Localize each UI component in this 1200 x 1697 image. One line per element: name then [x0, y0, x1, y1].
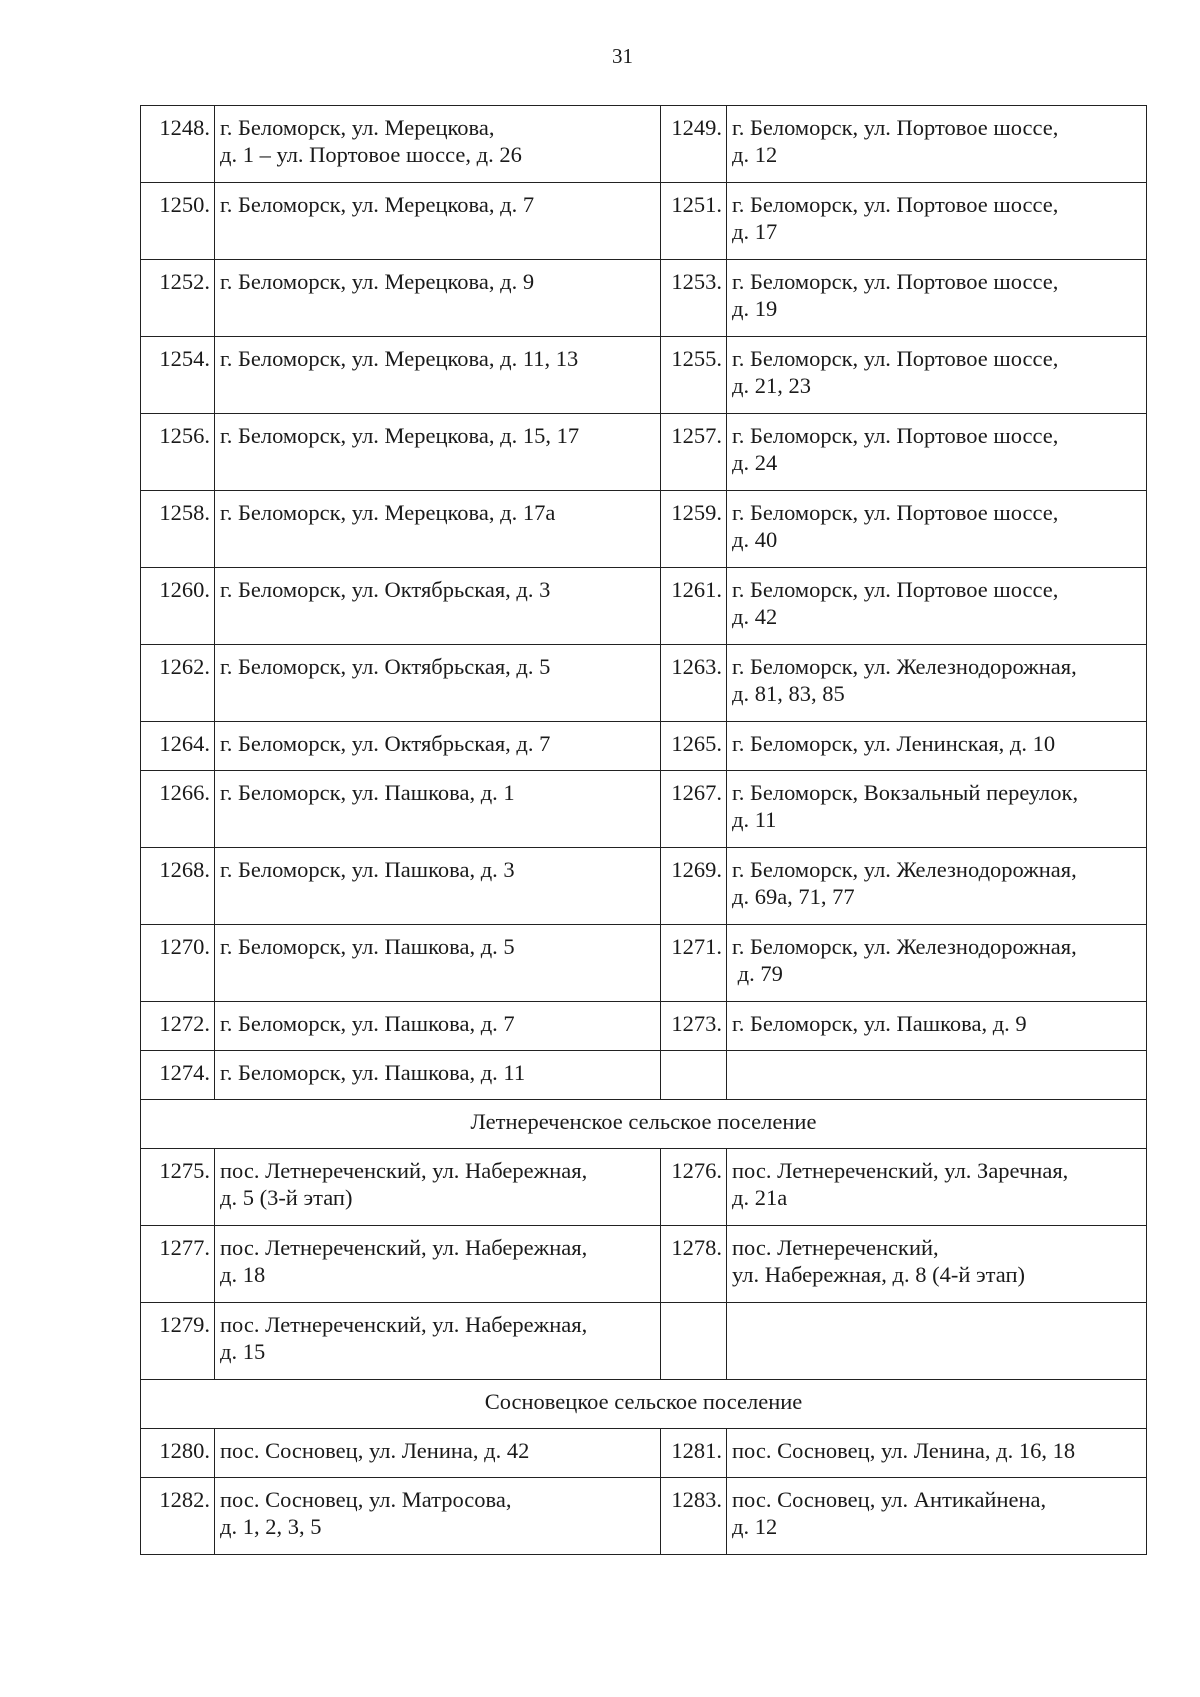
entry-number-left: 1277. [141, 1226, 215, 1303]
address-left [215, 848, 661, 925]
address-line: д. 17 [732, 219, 778, 244]
address-line: г. Беломорск, ул. Пашкова, д. 11 [220, 1060, 526, 1085]
entry-number-left: 1282. [141, 1478, 215, 1555]
address-left [215, 1002, 661, 1051]
address-line: г. Беломорск, ул. Пашкова, д. 3 [220, 857, 515, 882]
address-line: пос. Летнереченский, [732, 1235, 939, 1260]
address-line: г. Беломорск, ул. Железнодорожная, [732, 857, 1077, 882]
address-line: д. 24 [732, 450, 778, 475]
section-header-row [141, 1380, 1147, 1429]
entry-number-left: 1252. [141, 260, 215, 337]
address-line: г. Беломорск, ул. Пашкова, д. 9 [732, 1011, 1027, 1036]
address-right [727, 106, 1147, 183]
entry-number-right: 1261. [661, 568, 727, 645]
address-left [215, 414, 661, 491]
address-right [727, 1478, 1147, 1555]
entry-number-right: 1253. [661, 260, 727, 337]
address-right [727, 722, 1147, 771]
address-right [727, 771, 1147, 848]
address-left [215, 337, 661, 414]
address-left [215, 1149, 661, 1226]
address-right [727, 848, 1147, 925]
entry-number-left: 1279. [141, 1303, 215, 1380]
entry-number-left: 1266. [141, 771, 215, 848]
address-left [215, 1303, 661, 1380]
entry-number-left: 1270. [141, 925, 215, 1002]
address-right [727, 645, 1147, 722]
table-row [141, 260, 1147, 337]
entry-number-right: 1263. [661, 645, 727, 722]
address-line: д. 12 [732, 142, 778, 167]
entry-number-left: 1254. [141, 337, 215, 414]
entry-number-left: 1248. [141, 106, 215, 183]
entry-number-left: 1274. [141, 1051, 215, 1100]
address-line: г. Беломорск, ул. Портовое шоссе, [732, 577, 1059, 602]
table-row [141, 106, 1147, 183]
table-row [141, 337, 1147, 414]
address-line: д. 1 – ул. Портовое шоссе, д. 26 [220, 142, 522, 167]
entry-number-right: 1281. [661, 1429, 727, 1478]
address-right [727, 414, 1147, 491]
entry-number-right: 1249. [661, 106, 727, 183]
table-row [141, 1002, 1147, 1051]
table-row [141, 771, 1147, 848]
address-line: д. 42 [732, 604, 778, 629]
address-right [727, 183, 1147, 260]
address-left [215, 1478, 661, 1555]
address-line: пос. Сосновец, ул. Ленина, д. 42 [220, 1438, 530, 1463]
entry-number-right: 1273. [661, 1002, 727, 1051]
section-title: Летнереченское сельское поселение [141, 1100, 1147, 1149]
address-line: г. Беломорск, ул. Октябрьская, д. 7 [220, 731, 551, 756]
entry-number-right: 1265. [661, 722, 727, 771]
address-right [727, 1226, 1147, 1303]
address-left [215, 925, 661, 1002]
page-number: 31 [612, 44, 633, 68]
entry-number-right: 1251. [661, 183, 727, 260]
entry-number-right: 1257. [661, 414, 727, 491]
entry-number-left: 1280. [141, 1429, 215, 1478]
address-line: г. Беломорск, Вокзальный переулок, [732, 780, 1079, 805]
entry-number-left: 1250. [141, 183, 215, 260]
address-line: г. Беломорск, ул. Октябрьская, д. 3 [220, 577, 551, 602]
address-left [215, 645, 661, 722]
address-line: г. Беломорск, ул. Портовое шоссе, [732, 269, 1059, 294]
entry-number-left: 1264. [141, 722, 215, 771]
address-line: пос. Сосновец, ул. Антикайнена, [732, 1487, 1047, 1512]
table-row [141, 183, 1147, 260]
address-line: г. Беломорск, ул. Портовое шоссе, [732, 346, 1059, 371]
address-right [727, 925, 1147, 1002]
address-left [215, 722, 661, 771]
address-line: ул. Набережная, д. 8 (4-й этап) [732, 1262, 1025, 1287]
address-line: пос. Летнереченский, ул. Набережная, [220, 1158, 588, 1183]
address-left [215, 106, 661, 183]
address-table [140, 105, 1147, 1555]
address-line: г. Беломорск, ул. Мерецкова, д. 17а [220, 500, 556, 525]
address-right [727, 1303, 1147, 1380]
address-line: д. 40 [732, 527, 778, 552]
entry-number-left: 1256. [141, 414, 215, 491]
table-row [141, 1149, 1147, 1226]
address-line: г. Беломорск, ул. Ленинская, д. 10 [732, 731, 1056, 756]
address-line: г. Беломорск, ул. Железнодорожная, [732, 934, 1077, 959]
entry-number-left: 1258. [141, 491, 215, 568]
entry-number-right: 1276. [661, 1149, 727, 1226]
address-line: г. Беломорск, ул. Октябрьская, д. 5 [220, 654, 551, 679]
address-line: д. 18 [220, 1262, 266, 1287]
address-right [727, 1429, 1147, 1478]
entry-number-right: 1278. [661, 1226, 727, 1303]
address-table-body [141, 106, 1147, 1555]
entry-number-right: 1271. [661, 925, 727, 1002]
table-row [141, 1429, 1147, 1478]
table-row [141, 1051, 1147, 1100]
address-line: д. 15 [220, 1339, 266, 1364]
table-row [141, 645, 1147, 722]
address-left [215, 491, 661, 568]
address-right [727, 491, 1147, 568]
address-left [215, 260, 661, 337]
address-left [215, 1226, 661, 1303]
address-right [727, 260, 1147, 337]
entry-number-left: 1275. [141, 1149, 215, 1226]
section-header-row [141, 1100, 1147, 1149]
entry-number-right [661, 1303, 727, 1380]
table-row [141, 925, 1147, 1002]
table-row [141, 722, 1147, 771]
address-line: г. Беломорск, ул. Мерецкова, [220, 115, 495, 140]
address-line: пос. Летнереченский, ул. Заречная, [732, 1158, 1069, 1183]
address-left [215, 1429, 661, 1478]
entry-number-left: 1268. [141, 848, 215, 925]
address-line: г. Беломорск, ул. Пашкова, д. 7 [220, 1011, 515, 1036]
section-title: Сосновецкое сельское поселение [141, 1380, 1147, 1429]
address-right [727, 1149, 1147, 1226]
address-line: г. Беломорск, ул. Портовое шоссе, [732, 500, 1059, 525]
table-row [141, 414, 1147, 491]
address-line: д. 1, 2, 3, 5 [220, 1514, 322, 1539]
table-row [141, 568, 1147, 645]
entry-number-right: 1283. [661, 1478, 727, 1555]
address-line: пос. Летнереченский, ул. Набережная, [220, 1312, 588, 1337]
address-line: г. Беломорск, ул. Мерецкова, д. 7 [220, 192, 535, 217]
address-line: д. 5 (3-й этап) [220, 1185, 353, 1210]
address-line: г. Беломорск, ул. Портовое шоссе, [732, 192, 1059, 217]
address-line: д. 12 [732, 1514, 778, 1539]
address-left [215, 568, 661, 645]
address-line: г. Беломорск, ул. Пашкова, д. 1 [220, 780, 515, 805]
entry-number-right: 1255. [661, 337, 727, 414]
address-line: д. 21а [732, 1185, 788, 1210]
table-row [141, 848, 1147, 925]
address-line: пос. Сосновец, ул. Ленина, д. 16, 18 [732, 1438, 1076, 1463]
address-line: д. 69а, 71, 77 [732, 884, 855, 909]
address-left [215, 1051, 661, 1100]
entry-number-right [661, 1051, 727, 1100]
address-line: д. 81, 83, 85 [732, 681, 845, 706]
table-row [141, 1478, 1147, 1555]
entry-number-left: 1272. [141, 1002, 215, 1051]
entry-number-left: 1260. [141, 568, 215, 645]
address-right [727, 337, 1147, 414]
address-right [727, 568, 1147, 645]
table-row [141, 1303, 1147, 1380]
address-line: пос. Летнереченский, ул. Набережная, [220, 1235, 588, 1260]
address-line: д. 21, 23 [732, 373, 811, 398]
address-right [727, 1002, 1147, 1051]
address-right [727, 1051, 1147, 1100]
address-left [215, 771, 661, 848]
address-line: г. Беломорск, ул. Мерецкова, д. 9 [220, 269, 535, 294]
address-line: г. Беломорск, ул. Портовое шоссе, [732, 423, 1059, 448]
address-line: г. Беломорск, ул. Железнодорожная, [732, 654, 1077, 679]
table-row [141, 491, 1147, 568]
address-line: г. Беломорск, ул. Мерецкова, д. 15, 17 [220, 423, 580, 448]
address-line: г. Беломорск, ул. Портовое шоссе, [732, 115, 1059, 140]
address-left [215, 183, 661, 260]
table-row [141, 1226, 1147, 1303]
address-line: г. Беломорск, ул. Мерецкова, д. 11, 13 [220, 346, 579, 371]
entry-number-right: 1259. [661, 491, 727, 568]
address-line: д. 11 [732, 807, 777, 832]
entry-number-left: 1262. [141, 645, 215, 722]
entry-number-right: 1267. [661, 771, 727, 848]
entry-number-right: 1269. [661, 848, 727, 925]
address-line: д. 79 [732, 961, 783, 986]
address-line: г. Беломорск, ул. Пашкова, д. 5 [220, 934, 515, 959]
address-line: д. 19 [732, 296, 778, 321]
address-line: пос. Сосновец, ул. Матросова, [220, 1487, 512, 1512]
